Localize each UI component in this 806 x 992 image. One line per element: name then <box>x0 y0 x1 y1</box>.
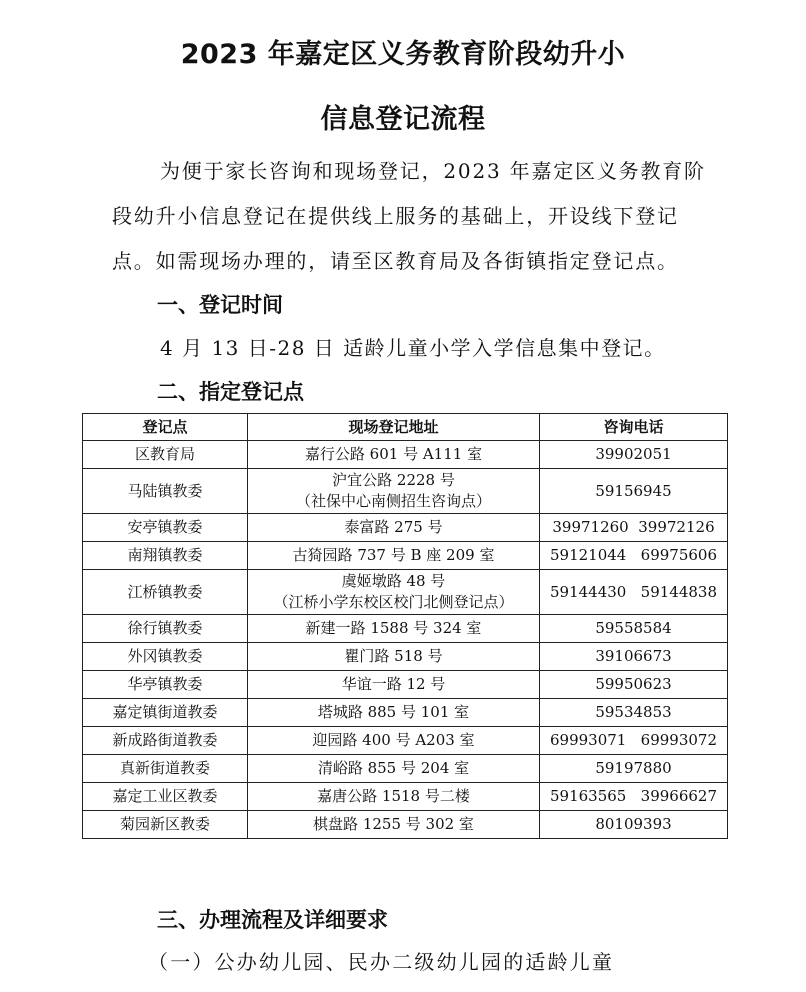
address-line: （江桥小学东校区校门北侧登记点） <box>273 593 514 611</box>
address-cell <box>248 441 540 469</box>
address-line: 虞姬墩路 48 号 <box>341 572 446 590</box>
registration-time-text: 4 月 13 日-28 日 适龄儿童小学入学信息集中登记。 <box>160 336 666 360</box>
table-row <box>83 542 728 570</box>
registration-point-cell: 新成路街道教委 <box>83 727 248 755</box>
phone-cell: 39971260 39972126 <box>540 514 728 542</box>
address-cell <box>248 671 540 699</box>
address-line: 沪宜公路 2228 号 <box>332 471 455 489</box>
address-cell <box>248 469 540 514</box>
address-line: 泰富路 275 号 <box>344 518 443 536</box>
table-row <box>83 570 728 615</box>
address-cell <box>248 811 540 839</box>
phone-cell: 39106673 <box>540 643 728 671</box>
intro-line-2: 段幼升小信息登记在提供线上服务的基础上，开设线下登记 <box>112 204 679 228</box>
registration-point-cell: 南翔镇教委 <box>83 542 248 570</box>
phone-cell: 59558584 <box>540 615 728 643</box>
address-line: 华谊一路 12 号 <box>341 675 446 693</box>
registration-point-cell: 真新街道教委 <box>83 755 248 783</box>
table-row <box>83 727 728 755</box>
table-row <box>83 783 728 811</box>
table-row <box>83 811 728 839</box>
registration-point-cell: 菊园新区教委 <box>83 811 248 839</box>
address-line: 嘉行公路 601 号 A111 室 <box>304 445 483 463</box>
header-registration-point: 登记点 <box>83 414 248 441</box>
address-line: 迎园路 400 号 A203 室 <box>312 731 475 749</box>
phone-cell: 59144430 59144838 <box>540 570 728 615</box>
phone-cell: 59156945 <box>540 469 728 514</box>
address-line: 瞿门路 518 号 <box>344 647 443 665</box>
intro-line-3: 点。如需现场办理的，请至区教育局及各街镇指定登记点。 <box>112 249 679 273</box>
address-cell <box>248 755 540 783</box>
intro-line-1: 为便于家长咨询和现场登记，2023 年嘉定区义务教育阶 <box>160 159 706 183</box>
table-row <box>83 615 728 643</box>
address-line: 塔城路 885 号 101 室 <box>317 703 470 721</box>
section-heading-registration-time: 一、登记时间 <box>157 293 283 317</box>
table-row <box>83 441 728 469</box>
phone-cell: 59121044 69975606 <box>540 542 728 570</box>
registration-point-cell: 嘉定镇街道教委 <box>83 699 248 727</box>
address-line: 新建一路 1588 号 324 室 <box>305 619 482 637</box>
table-header-row <box>83 414 728 441</box>
table-row <box>83 755 728 783</box>
registration-point-cell: 外冈镇教委 <box>83 643 248 671</box>
address-cell <box>248 727 540 755</box>
address-cell <box>248 570 540 615</box>
table-row <box>83 469 728 514</box>
address-line: （社保中心南侧招生咨询点） <box>295 492 491 510</box>
address-line: 嘉唐公路 1518 号二楼 <box>317 787 470 805</box>
address-line: 棋盘路 1255 号 302 室 <box>313 815 474 833</box>
phone-cell: 80109393 <box>540 811 728 839</box>
registration-point-cell: 华亭镇教委 <box>83 671 248 699</box>
procedure-subheading: （一）公办幼儿园、民办二级幼儿园的适龄儿童 <box>148 950 615 974</box>
table-body <box>83 441 728 839</box>
registration-points-table <box>82 413 728 839</box>
table-row <box>83 671 728 699</box>
phone-cell: 59197880 <box>540 755 728 783</box>
address-cell <box>248 514 540 542</box>
table-row <box>83 699 728 727</box>
address-cell <box>248 542 540 570</box>
registration-point-cell: 徐行镇教委 <box>83 615 248 643</box>
phone-cell: 39902051 <box>540 441 728 469</box>
document-title-line-1: 2023 年嘉定区义务教育阶段幼升小 <box>180 39 626 70</box>
address-cell <box>248 699 540 727</box>
table-row <box>83 643 728 671</box>
address-line: 清峪路 855 号 204 室 <box>317 759 470 777</box>
address-cell <box>248 783 540 811</box>
table-row <box>83 514 728 542</box>
section-heading-registration-points: 二、指定登记点 <box>157 380 304 404</box>
header-address: 现场登记地址 <box>248 414 540 441</box>
intro-paragraph <box>112 149 712 284</box>
header-phone: 咨询电话 <box>540 414 728 441</box>
registration-point-cell: 马陆镇教委 <box>83 469 248 514</box>
registration-point-cell: 嘉定工业区教委 <box>83 783 248 811</box>
phone-cell: 69993071 69993072 <box>540 727 728 755</box>
address-line: 古猗园路 737 号 B 座 209 室 <box>292 546 495 564</box>
registration-point-cell: 安亭镇教委 <box>83 514 248 542</box>
phone-cell: 59163565 39966627 <box>540 783 728 811</box>
registration-point-cell: 江桥镇教委 <box>83 570 248 615</box>
phone-cell: 59950623 <box>540 671 728 699</box>
phone-cell: 59534853 <box>540 699 728 727</box>
address-cell <box>248 615 540 643</box>
address-cell <box>248 643 540 671</box>
registration-point-cell: 区教育局 <box>83 441 248 469</box>
document-title-line-2: 信息登记流程 <box>320 104 486 135</box>
section-heading-procedure: 三、办理流程及详细要求 <box>157 908 388 932</box>
